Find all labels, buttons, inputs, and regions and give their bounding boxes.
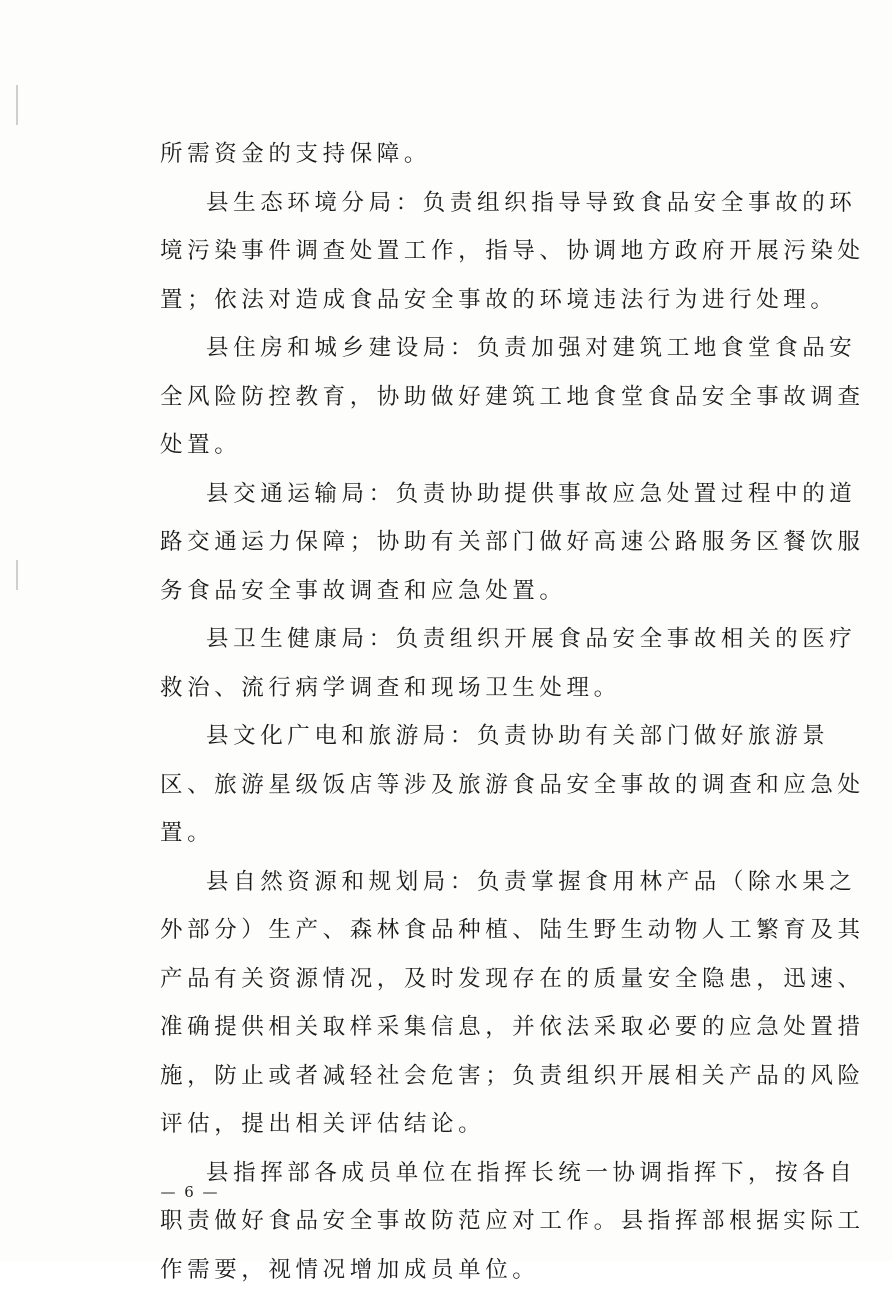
paragraph-health: 县卫生健康局：负责组织开展食品安全事故相关的医疗 (160, 615, 785, 664)
text-line: 评估，提出相关评估结论。 (160, 1100, 785, 1149)
text-line: 职责做好食品安全事故防范应对工作。县指挥部根据实际工 (160, 1197, 785, 1246)
text-line: 作需要，视情况增加成员单位。 (160, 1246, 785, 1294)
text-line: 外部分）生产、森林食品种植、陆生野生动物人工繁育及其 (160, 906, 785, 955)
body-text (160, 130, 785, 1294)
text-line: 准确提供相关取样采集信息，并依法采取必要的应急处置措 (160, 1003, 785, 1052)
paragraph-eco-environment: 县生态环境分局：负责组织指导导致食品安全事故的环 (160, 179, 785, 228)
text-line: 救治、流行病学调查和现场卫生处理。 (160, 664, 785, 713)
text-line: 所需资金的支持保障。 (160, 130, 785, 179)
text-line: 全风险防控教育，协助做好建筑工地食堂食品安全事故调查 (160, 373, 785, 422)
page-number: — 6 — (0, 1183, 380, 1201)
text-line: 路交通运力保障；协助有关部门做好高速公路服务区餐饮服 (160, 518, 785, 567)
text-line: 处置。 (160, 421, 785, 470)
scan-edge-mark (16, 85, 18, 125)
text-line: 产品有关资源情况，及时发现存在的质量安全隐患，迅速、 (160, 955, 785, 1004)
paragraph-housing-construction: 县住房和城乡建设局：负责加强对建筑工地食堂食品安 (160, 324, 785, 373)
text-line: 境污染事件调查处置工作，指导、协调地方政府开展污染处 (160, 227, 785, 276)
text-line: 区、旅游星级饭店等涉及旅游食品安全事故的调查和应急处 (160, 761, 785, 810)
text-line: 务食品安全事故调查和应急处置。 (160, 567, 785, 616)
text-line: 施，防止或者减轻社会危害；负责组织开展相关产品的风险 (160, 1052, 785, 1101)
paragraph-culture-tourism: 县文化广电和旅游局：负责协助有关部门做好旅游景 (160, 712, 785, 761)
scan-edge-mark (16, 560, 18, 590)
paragraph-natural-resources: 县自然资源和规划局：负责掌握食用林产品（除水果之 (160, 858, 785, 907)
paragraph-transport: 县交通运输局：负责协助提供事故应急处置过程中的道 (160, 470, 785, 519)
paragraph-member-units: 县指挥部各成员单位在指挥长统一协调指挥下，按各自 (160, 1149, 785, 1198)
text-line: 置。 (160, 809, 785, 858)
text-line: 置；依法对造成食品安全事故的环境违法行为进行处理。 (160, 276, 785, 325)
